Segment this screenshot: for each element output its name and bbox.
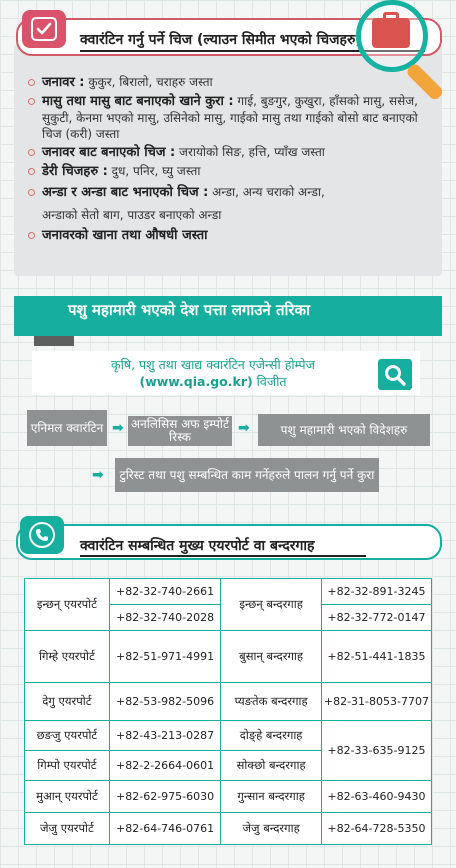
prohibited-items-title: क्वारंटिन गर्नु पर्ने चिज (ल्याउन सिमीत भएको चिजहरु) bbox=[80, 32, 362, 48]
title-underline bbox=[80, 555, 366, 557]
bag-icon bbox=[372, 18, 410, 48]
arrow-right-icon: ➡ bbox=[92, 467, 104, 483]
table-row: मुआन् एयरपोर्ट +82-62-975-6030 गुन्सान बन्दरगाह +82-63-460-9430 bbox=[25, 781, 432, 813]
bullet-icon bbox=[28, 149, 35, 156]
arrow-right-icon: ➡ bbox=[112, 420, 124, 436]
list-item: अन्डा र अन्डा बाट भनाएको चिज : अन्डा, अन्य चराको अन्डा, bbox=[28, 184, 436, 201]
table-row: गिम्पो एयरपोर्ट +82-2-2664-0601 सोक्छो बन्दरगाह bbox=[25, 751, 432, 781]
search-button[interactable] bbox=[378, 359, 412, 390]
step-epidemic-countries[interactable]: पशु महामारी भएको विदेशहरु bbox=[258, 414, 430, 446]
step-animal-quarantine[interactable]: एनिमल क्वारंटिन bbox=[27, 410, 107, 446]
list-item: डेरी चिजहरु : दुध, पनिर, घ्यु जस्ता bbox=[28, 163, 436, 180]
table-row: जेजु एयरपोर्ट +82-64-746-0761 जेजु बन्दरगाह +82-64-728-5350 bbox=[25, 813, 432, 845]
table-row: +82-32-740-2028 +82-32-772-0147 bbox=[25, 605, 432, 631]
table-row: गिम्हे एयरपोर्ट +82-51-971-4991 बुसान् बन्दरगाह +82-51-441-1835 bbox=[25, 631, 432, 683]
contacts-table bbox=[24, 578, 432, 845]
website-link[interactable]: (www.qia.go.kr) bbox=[139, 374, 253, 389]
table-row: इन्छन् एयरपोर्ट +82-32-740-2661 इन्छन् बन्दरगाह +82-32-891-3245 bbox=[25, 579, 432, 605]
list-item: अन्डाको सेतो बाग, पाउडर बनाएको अन्डा bbox=[42, 208, 222, 222]
arrow-right-icon: ➡ bbox=[238, 420, 250, 436]
bullet-icon bbox=[28, 189, 35, 196]
website-instruction: कृषि, पशु तथा खाद्य क्वारंटिन एजेन्सी होम्पेज (www.qia.go.kr) विजीत bbox=[111, 357, 315, 389]
detect-country-title: पशु महामारी भएको देश पत्ता लगाउने तरिका bbox=[68, 301, 310, 319]
prohibited-items-list bbox=[28, 74, 436, 246]
bullet-icon bbox=[28, 168, 35, 175]
contacts-title: क्वारंटिन सम्बन्धित मुख्य एयरपोर्ट वा बन्दरगाह bbox=[80, 538, 315, 554]
bullet-icon bbox=[28, 79, 35, 86]
step-tourist-guidelines[interactable]: टुरिस्ट तथा पशु सम्बन्धित काम गर्नेहरुले पालन गर्नु पर्ने कुरा bbox=[115, 458, 379, 492]
list-item: जनावरको खाना तथा औषधी जस्ता bbox=[28, 227, 436, 244]
bullet-icon bbox=[28, 232, 35, 239]
list-item: जनावर बाट बनाएको चिज : जरायोको सिङ, हत्ति, प्याँख जस्ता bbox=[28, 144, 436, 161]
bullet-icon bbox=[28, 98, 35, 105]
phone-icon bbox=[20, 516, 64, 554]
step-import-risk[interactable]: अनलिसिस अफ इम्पोर्ट रिस्क bbox=[128, 416, 232, 446]
table-row: छङजु एयरपोर्ट +82-43-213-0287 दोङ्हे बन्दरगाह +82-33-635-9125 bbox=[25, 721, 432, 751]
table-row: देगु एयरपोर्ट +82-53-982-5096 प्यङतेक बन्दरगाह +82-31-8053-7707 bbox=[25, 683, 432, 721]
banner-shadow bbox=[34, 336, 74, 346]
search-icon bbox=[383, 363, 407, 387]
list-item: जनावर : कुकुर, बिरालो, चराहरु जस्ता bbox=[28, 74, 436, 91]
checkbox-icon bbox=[22, 10, 66, 48]
list-item: मासु तथा मासु बाट बनाएको खाने कुरा : गाई, बुङगुर, कुखुरा, हाँसको मासु, ससेज, सुकुटी, केनमा भएको मासु, उसिनेको मासु, गाईको मासु तथा गाईको बोसो बाट बनाएको चिज (करी) जस्ता bbox=[28, 93, 436, 142]
